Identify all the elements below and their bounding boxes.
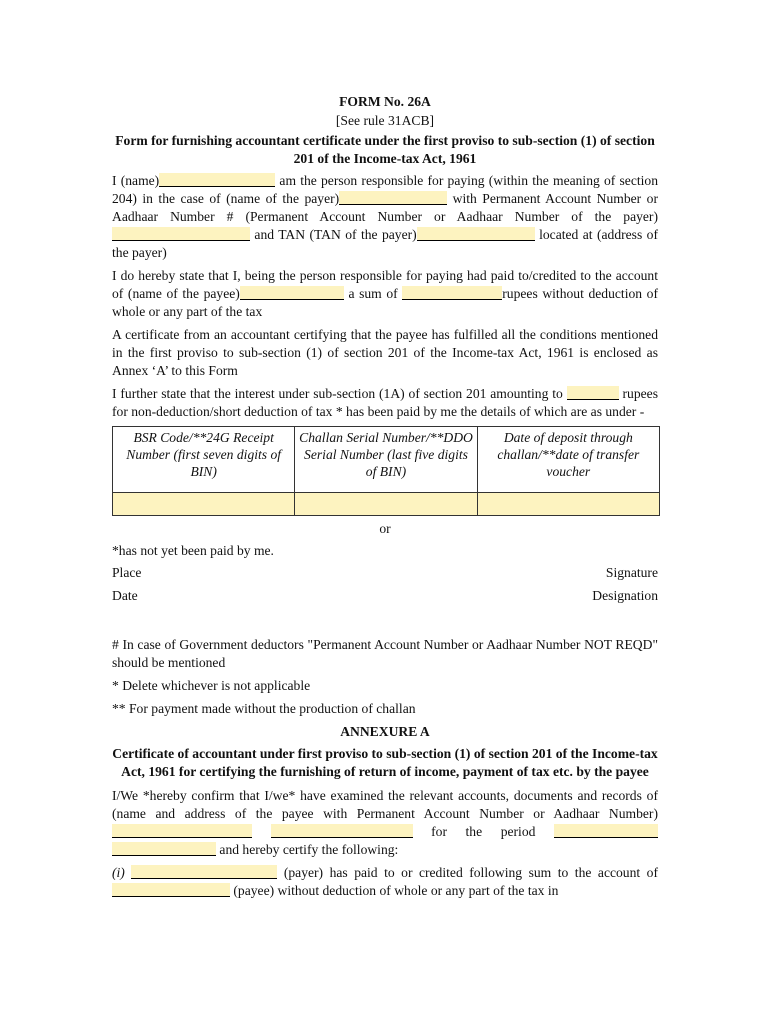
interest-amount-field[interactable] — [567, 386, 619, 400]
para4-text-1: I further state that the interest under sub-section (1A) of section 201 amounting to — [112, 386, 563, 401]
annex-p1-text-2: for the period — [431, 824, 536, 839]
sum-amount-field[interactable] — [402, 286, 502, 300]
item-i-label: (i) — [112, 865, 125, 880]
item-i-text-1: (payer) has paid to or credited following sum to the account of — [283, 865, 658, 880]
para1-text-4: and TAN (TAN of the payer) — [254, 227, 417, 242]
date-label: Date — [112, 588, 138, 603]
para1-text-5: located at (address of the payer) — [112, 227, 658, 260]
period-to-field[interactable] — [112, 842, 216, 856]
payer-tan-field[interactable] — [417, 227, 535, 241]
payer-declaration-paragraph — [112, 172, 658, 262]
bsr-code-header: BSR Code/**24G Receipt Number (first seven digits of BIN) — [113, 427, 295, 493]
payer-person-name-field[interactable] — [159, 173, 275, 187]
annexure-item-i — [112, 864, 658, 900]
deposit-details-table — [112, 426, 660, 516]
bsr-code-input[interactable] — [113, 493, 295, 516]
annex-payee-name-field[interactable] — [112, 824, 252, 838]
table-header-row — [113, 427, 660, 493]
para1-text-1: I (name) — [112, 173, 160, 188]
delete-footnote: * Delete whichever is not applicable — [112, 678, 311, 693]
pan-footnote: # In case of Government deductors "Permanent Account Number or Aadhaar Number NOT REQD" should be mentioned — [112, 637, 658, 670]
payer-pan-field[interactable] — [112, 227, 250, 241]
certificate-enclosed-paragraph: A certificate from an accountant certifying that the payee has fulfilled all the conditions mentioned in the first proviso to sub-section (1) of section 201 of the Income-tax Act, 1961 is enclosed as Annex ‘A’ to this Form — [112, 327, 658, 378]
date-designation-row — [112, 587, 658, 605]
para4-text-2: rupees for non-deduction/short deduction of tax * has been paid by me the details of which are as under - — [112, 386, 658, 419]
annex-payer-field[interactable] — [131, 865, 277, 879]
or-separator: or — [379, 521, 391, 536]
rule-reference: [See rule 31ACB] — [335, 113, 435, 128]
para1-text-3: with Permanent Account Number or Aadhaar Number # (Permanent Account Number or Aadhaar Number of the payer) — [112, 191, 658, 224]
annex-payee-pan-field[interactable] — [271, 824, 413, 838]
item-i-text-2: (payee) without deduction of whole or any part of the tax in — [233, 883, 559, 898]
para2-text-1: I do hereby state that I, being the person responsible for paying had paid to/credited to the account of (name of the payee) — [112, 268, 658, 301]
para1-text-2: am the person responsible for paying (within the meaning of section 204) in the case of (name of the payer) — [112, 173, 658, 206]
interest-statement-paragraph — [112, 385, 658, 421]
payee-name-field[interactable] — [240, 286, 344, 300]
place-signature-row — [112, 564, 658, 582]
para2-text-2: a sum of — [348, 286, 398, 301]
challan-serial-header: Challan Serial Number/**DDO Serial Number (last five digits of BIN) — [295, 427, 477, 493]
designation-label: Designation — [592, 588, 658, 603]
signature-label: Signature — [605, 565, 658, 580]
form-page — [112, 92, 658, 905]
form-title: FORM No. 26A — [339, 94, 431, 109]
annex-payee-field[interactable] — [112, 883, 230, 897]
annexure-heading: Certificate of accountant under first proviso to sub-section (1) of section 201 of the Income-tax Act, 1961 for certifying the furnishing of return of income, payment of tax etc. by the payee — [112, 746, 658, 779]
form-heading: Form for furnishing accountant certificate under the first proviso to sub-section (1) of section 201 of the Income-tax Act, 1961 — [115, 133, 655, 166]
table-input-row — [113, 493, 660, 516]
not-paid-text: *has not yet been paid by me. — [112, 543, 274, 558]
payment-statement-paragraph — [112, 267, 658, 321]
annex-p1-text-1: I/We *hereby confirm that I/we* have examined the relevant accounts, documents and records of (name and address of the payee with Permanent Account Number or Aadhaar Number) — [112, 788, 658, 821]
period-from-field[interactable] — [554, 824, 658, 838]
place-label: Place — [112, 565, 142, 580]
annex-p1-text-3: and hereby certify the following: — [219, 842, 399, 857]
challan-serial-input[interactable] — [295, 493, 477, 516]
annexure-title: ANNEXURE A — [340, 724, 430, 739]
payer-name-field[interactable] — [339, 191, 447, 205]
annexure-confirmation-paragraph — [112, 787, 658, 859]
challan-footnote: ** For payment made without the production of challan — [112, 701, 416, 716]
para2-text-3: rupees without deduction of whole or any part of the tax — [112, 286, 658, 319]
deposit-date-header: Date of deposit through challan/**date of transfer voucher — [477, 427, 659, 493]
not-paid-line — [112, 542, 658, 560]
deposit-date-input[interactable] — [477, 493, 659, 516]
